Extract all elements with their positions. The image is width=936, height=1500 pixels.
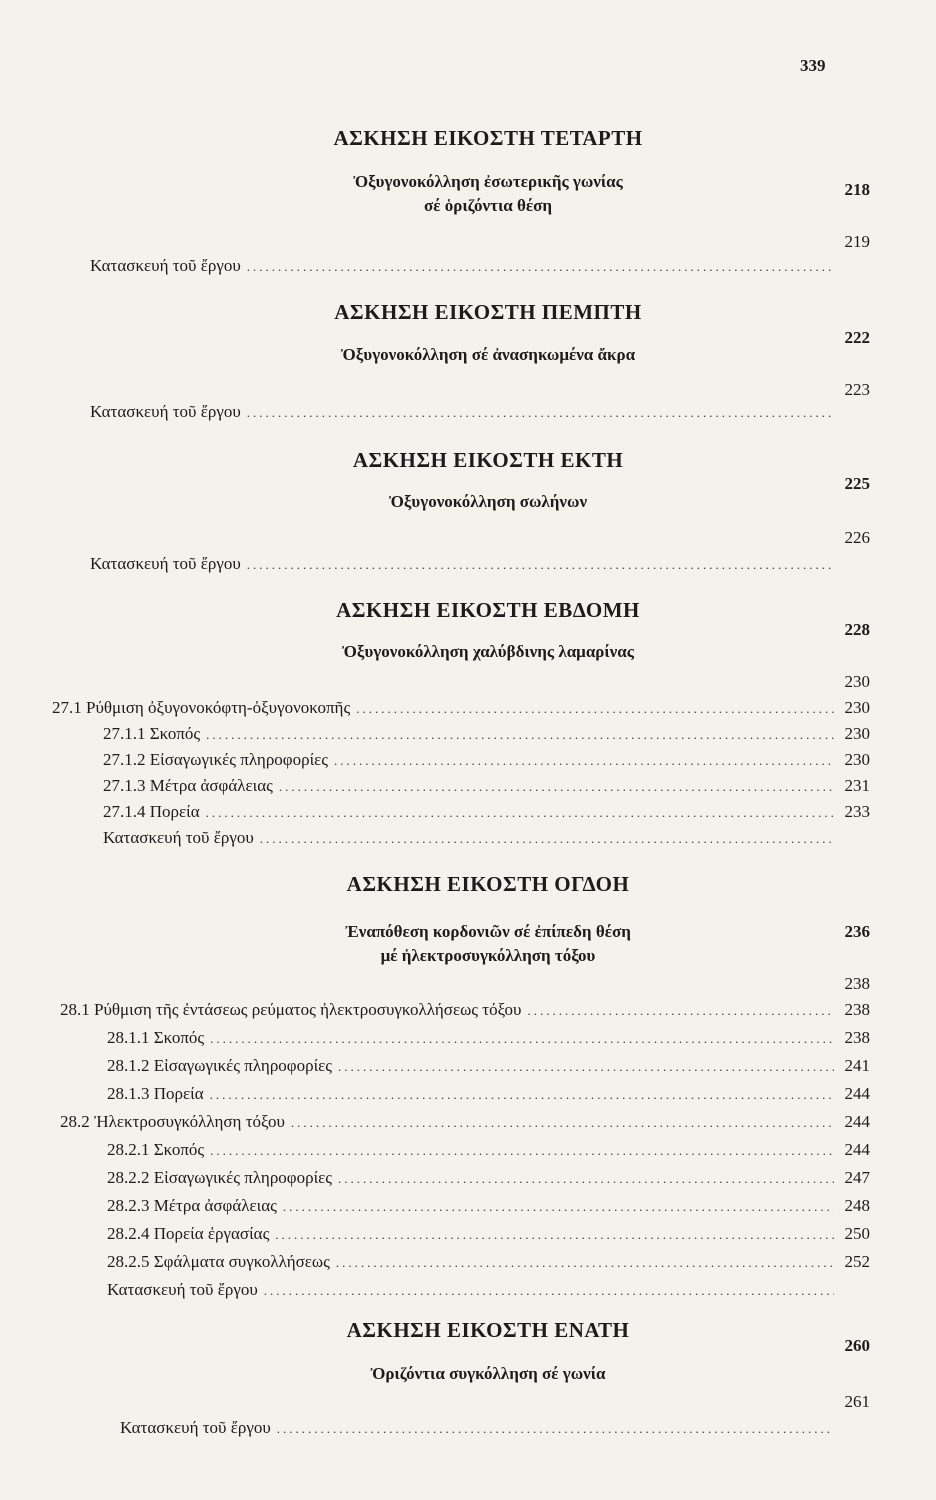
toc-entry-label: 28.1 Ρύθμιση τῆς ἐντάσεως ρεύματος ἠλεκτροσυγκολλήσεως τόξου xyxy=(60,1000,522,1019)
toc-entry-page: 238 xyxy=(844,1028,870,1047)
subtitle-line: Ὀξυγονοκόλληση ἐσωτερικῆς γωνίας xyxy=(353,172,623,191)
exercise-28-page: 236 xyxy=(844,922,870,941)
exercise-25-heading: ΑΣΚΗΣΗ ΕΙΚΟΣΤΗ ΠΕΜΠΤΗ xyxy=(334,300,642,324)
dot-leader xyxy=(283,1199,834,1215)
toc-entry-label: Κατασκευή τοῦ ἔργου xyxy=(90,402,241,421)
toc-entry[interactable] xyxy=(103,724,870,750)
exercise-25-page: 222 xyxy=(844,328,870,347)
exercise-29-heading: ΑΣΚΗΣΗ ΕΙΚΟΣΤΗ ΕΝΑΤΗ xyxy=(346,1318,630,1342)
subtitle-line: μέ ἠλεκτροσυγκόλληση τόξου xyxy=(380,946,596,965)
toc-entry[interactable] xyxy=(107,1196,870,1222)
toc-entry-label: 28.2.3 Μέτρα ἀσφάλειας xyxy=(107,1196,277,1215)
toc-entry-page: 244 xyxy=(844,1140,870,1159)
toc-entry-label: 27.1.2 Εἰσαγωγικές πληροφορίες xyxy=(103,750,329,769)
exercise-29-page: 260 xyxy=(844,1336,870,1355)
dot-leader xyxy=(206,727,834,743)
dot-leader xyxy=(210,1143,834,1159)
toc-entry[interactable] xyxy=(107,1028,870,1054)
toc-entry[interactable] xyxy=(107,1224,870,1250)
toc-entry-page: 250 xyxy=(844,1224,870,1243)
toc-page: 226 xyxy=(844,528,870,547)
toc-entry-label: Κατασκευή τοῦ ἔργου xyxy=(90,256,241,275)
dot-leader xyxy=(210,1087,834,1103)
dot-leader xyxy=(247,405,834,421)
toc-entry-page: 244 xyxy=(844,1112,870,1131)
toc-entry-label: 27.1 Ρύθμιση ὀξυγονοκόφτη-ὀξυγονοκοπῆς xyxy=(52,698,351,717)
toc-entry-page: 230 xyxy=(844,750,870,769)
exercise-29-subtitle xyxy=(0,1362,936,1386)
dot-leader xyxy=(210,1031,834,1047)
toc-entry-page: 248 xyxy=(844,1196,870,1215)
toc-entry-label: 28.2.5 Σφάλματα συγκολλήσεως xyxy=(107,1252,330,1271)
dot-leader xyxy=(527,1003,834,1019)
toc-entry[interactable] xyxy=(90,402,870,428)
toc-entry-label: 28.2.1 Σκοπός xyxy=(107,1140,205,1159)
toc-entry-label: 27.1.4 Πορεία xyxy=(103,802,200,821)
exercise-26-heading: ΑΣΚΗΣΗ ΕΙΚΟΣΤΗ ΕΚΤΗ xyxy=(352,448,624,472)
toc-entry-label: 27.1.1 Σκοπός xyxy=(103,724,201,743)
toc-entry-page: 230 xyxy=(844,698,870,717)
dot-leader xyxy=(338,1171,834,1187)
toc-entry[interactable] xyxy=(103,828,870,854)
toc-entry-label: 28.2.2 Εἰσαγωγικές πληροφορίες xyxy=(107,1168,333,1187)
toc-entry-page: 238 xyxy=(844,1000,870,1019)
toc-entry[interactable] xyxy=(90,256,870,282)
dot-leader xyxy=(334,753,834,769)
exercise-26-page: 225 xyxy=(844,474,870,493)
toc-entry-page: 252 xyxy=(844,1252,870,1271)
dot-leader xyxy=(206,805,834,821)
toc-entry-page: 241 xyxy=(844,1056,870,1075)
toc-page: 238 xyxy=(844,974,870,993)
exercise-24-page: 218 xyxy=(844,180,870,199)
page-number: 339 xyxy=(800,56,826,75)
exercise-27-subtitle xyxy=(0,640,936,664)
dot-leader xyxy=(356,701,834,717)
toc-entry-label: 28.2.4 Πορεία ἐργασίας xyxy=(107,1224,270,1243)
toc-entry-page: 244 xyxy=(844,1084,870,1103)
toc-entry[interactable] xyxy=(103,802,870,828)
toc-entry-page: 233 xyxy=(844,802,870,821)
subtitle-line: σέ ὁριζόντια θέση xyxy=(423,196,553,215)
toc-entry[interactable] xyxy=(60,1112,870,1138)
subtitle-line: Ὀξυγονοκόλληση σέ ἀνασηκωμένα ἄκρα xyxy=(340,345,636,364)
toc-entry[interactable] xyxy=(120,1418,870,1444)
exercise-27-heading: ΑΣΚΗΣΗ ΕΙΚΟΣΤΗ ΕΒΔΟΜΗ xyxy=(336,598,640,622)
toc-entry-label: Κατασκευή τοῦ ἔργου xyxy=(107,1280,258,1299)
toc-entry-label: 28.1.3 Πορεία xyxy=(107,1084,204,1103)
toc-entry[interactable] xyxy=(107,1084,870,1110)
toc-entry-label: Κατασκευή τοῦ ἔργου xyxy=(103,828,254,847)
exercise-27-page: 228 xyxy=(844,620,870,639)
toc-entry-label: 27.1.3 Μέτρα ἀσφάλειας xyxy=(103,776,273,795)
toc-entry-page: 231 xyxy=(844,776,870,795)
dot-leader xyxy=(260,831,834,847)
exercise-28-heading: ΑΣΚΗΣΗ ΕΙΚΟΣΤΗ ΟΓΔΟΗ xyxy=(346,872,630,896)
exercise-24-heading: ΑΣΚΗΣΗ ΕΙΚΟΣΤΗ ΤΕΤΑΡΤΗ xyxy=(333,126,643,150)
dot-leader xyxy=(247,259,834,275)
toc-entry[interactable] xyxy=(90,554,870,580)
toc-entry-page: 247 xyxy=(844,1168,870,1187)
toc-entry[interactable] xyxy=(52,698,870,724)
toc-page: 230 xyxy=(844,672,870,691)
toc-entry-label: 28.2 Ἠλεκτροσυγκόλληση τόξου xyxy=(60,1112,285,1131)
toc-entry-page: 230 xyxy=(844,724,870,743)
toc-entry-label: Κατασκευή τοῦ ἔργου xyxy=(90,554,241,573)
toc-entry[interactable] xyxy=(107,1140,870,1166)
toc-entry-label: 28.1.1 Σκοπός xyxy=(107,1028,205,1047)
subtitle-line: Ἐναπόθεση κορδονιῶν σέ ἐπίπεδη θέση xyxy=(345,922,631,941)
toc-entry[interactable] xyxy=(107,1252,870,1278)
dot-leader xyxy=(338,1059,834,1075)
dot-leader xyxy=(277,1421,834,1437)
dot-leader xyxy=(275,1227,834,1243)
toc-entry[interactable] xyxy=(107,1056,870,1082)
dot-leader xyxy=(291,1115,834,1131)
toc-entry[interactable] xyxy=(60,1000,870,1026)
toc-entry-label: Κατασκευή τοῦ ἔργου xyxy=(120,1418,271,1437)
subtitle-line: Ὀξυγονοκόλληση σωλήνων xyxy=(388,492,588,511)
toc-entry-label: 28.1.2 Εἰσαγωγικές πληροφορίες xyxy=(107,1056,333,1075)
toc-page: 219 xyxy=(844,232,870,251)
toc-entry[interactable] xyxy=(103,776,870,802)
toc-page: 223 xyxy=(844,380,870,399)
toc-entry[interactable] xyxy=(107,1168,870,1194)
dot-leader xyxy=(336,1255,834,1271)
toc-entry[interactable] xyxy=(107,1280,870,1306)
dot-leader xyxy=(279,779,834,795)
toc-entry[interactable] xyxy=(103,750,870,776)
toc-page: 261 xyxy=(844,1392,870,1411)
subtitle-line: Ὀριζόντια συγκόλληση σέ γωνία xyxy=(370,1364,606,1383)
dot-leader xyxy=(264,1283,834,1299)
subtitle-line: Ὀξυγονοκόλληση χαλύβδινης λαμαρίνας xyxy=(342,642,634,661)
dot-leader xyxy=(247,557,834,573)
